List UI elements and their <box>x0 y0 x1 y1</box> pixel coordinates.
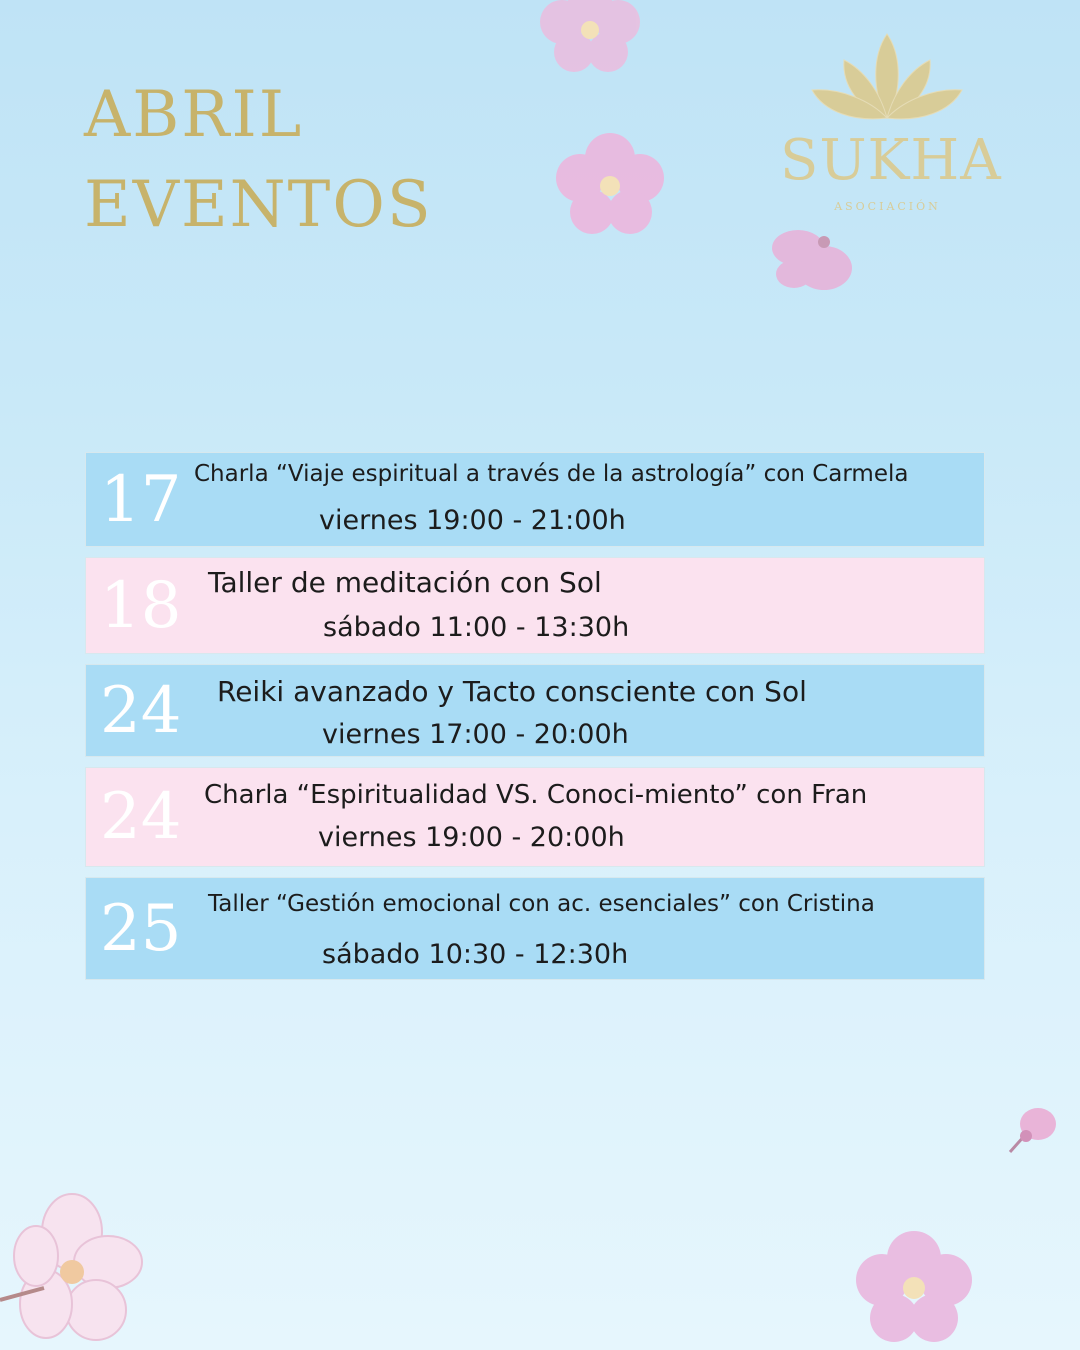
cherry-blossom-icon <box>532 0 648 72</box>
event-title: Reiki avanzado y Tacto consciente con Sol <box>217 675 807 708</box>
event-row <box>85 664 985 757</box>
event-day: 18 <box>100 568 182 643</box>
page-title <box>84 70 433 250</box>
logo-subtitle: ASOCIACIÓN <box>834 200 941 213</box>
event-row <box>85 767 985 867</box>
event-title: Charla “Espiritualidad VS. Conoci-miento” con Fran <box>204 780 868 810</box>
cherry-blossom-icon <box>0 1192 150 1350</box>
logo-name: SUKHA <box>780 128 1002 193</box>
cherry-blossom-icon <box>1004 1104 1060 1156</box>
event-row <box>85 557 985 654</box>
event-day: 24 <box>100 780 182 854</box>
event-time: viernes 19:00 - 20:00h <box>318 822 625 853</box>
event-day: 17 <box>100 462 182 537</box>
cherry-blossom-icon <box>552 130 668 238</box>
event-title: Charla “Viaje espiritual a través de la astrología” con Carmela <box>194 461 909 487</box>
event-day: 25 <box>100 891 182 966</box>
cherry-blossom-icon <box>768 224 860 296</box>
event-time: sábado 11:00 - 13:30h <box>323 612 630 643</box>
event-title: Taller “Gestión emocional con ac. esenciales” con Cristina <box>208 891 875 917</box>
event-time: viernes 19:00 - 21:00h <box>319 505 626 536</box>
event-row <box>85 877 985 980</box>
event-time: viernes 17:00 - 20:00h <box>322 719 629 750</box>
title-line-events: EVENTOS <box>84 168 433 242</box>
event-day: 24 <box>100 673 182 748</box>
event-title: Taller de meditación con Sol <box>208 566 602 599</box>
event-row <box>85 452 985 547</box>
logo <box>780 30 1002 220</box>
title-line-month: ABRIL <box>84 78 304 152</box>
events-list <box>85 452 987 990</box>
cherry-blossom-icon <box>854 1228 974 1348</box>
event-time: sábado 10:30 - 12:30h <box>322 939 629 970</box>
lotus-icon <box>780 30 995 130</box>
